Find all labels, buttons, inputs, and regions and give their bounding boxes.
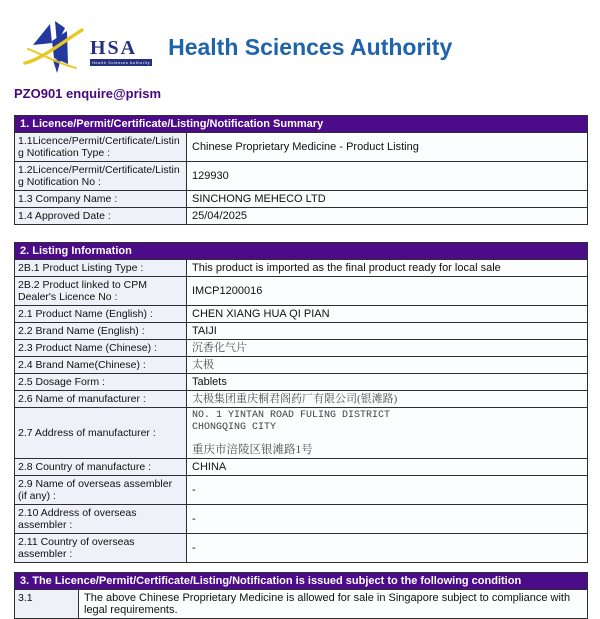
address-line-cn: 重庆市涪陵区银滩路1号 (192, 444, 313, 456)
field-label: 1.3 Company Name : (15, 191, 187, 208)
condition-text: The above Chinese Proprietary Medicine is allowed for sale in Singapore subject to compliance with legal requirements. (79, 590, 588, 619)
field-label: 2.8 Country of manufacture : (15, 459, 187, 476)
field-value: TAIJI (187, 323, 588, 340)
hsa-logo-tagline: Health Sciences Authority (92, 60, 151, 65)
field-label: 2.4 Brand Name(Chinese) : (15, 357, 187, 374)
hsa-masthead (0, 0, 600, 74)
section-3-title: 3. The Licence/Permit/Certificate/Listing/Notification is issued subject to the following condition (15, 573, 588, 590)
section-1-title: 1. Licence/Permit/Certificate/Listing/Notification Summary (15, 116, 588, 133)
section-1-header-row (15, 116, 588, 133)
field-value: 太极集团重庆桐君阁药厂有限公司(银滩路) (187, 391, 588, 408)
field-label: 1.2Licence/Permit/Certificate/Listing Notification No : (15, 162, 187, 191)
field-value: 沉香化气片 (187, 340, 588, 357)
table-row (15, 277, 588, 306)
section-2-title: 2. Listing Information (15, 243, 588, 260)
field-value: SINCHONG MEHECO LTD (187, 191, 588, 208)
table-row (15, 505, 588, 534)
field-label: 2B.1 Product Listing Type : (15, 260, 187, 277)
address-line-en-1: NO. 1 YINTAN ROAD FULING DISTRICT (192, 410, 391, 421)
table-row (15, 534, 588, 563)
field-value: 太极 (187, 357, 588, 374)
table-row (15, 391, 588, 408)
field-value: IMCP1200016 (187, 277, 588, 306)
hsa-logo-icon (24, 18, 88, 74)
section-2-header-row (15, 243, 588, 260)
field-value: CHEN XIANG HUA QI PIAN (187, 306, 588, 323)
field-value: Tablets (187, 374, 588, 391)
field-label: 2.7 Address of manufacturer : (15, 408, 187, 459)
table-row (15, 133, 588, 162)
table-row (15, 357, 588, 374)
field-value: - (187, 505, 588, 534)
page-code: PZO901 enquire@prism (14, 86, 162, 101)
section-3-header-row (15, 573, 588, 590)
field-label: 2.3 Product Name (Chinese) : (15, 340, 187, 357)
field-label: 1.1Licence/Permit/Certificate/Listing Notification Type : (15, 133, 187, 162)
hsa-logo-text (90, 38, 152, 66)
section-1-summary-table (14, 115, 588, 225)
table-row (15, 208, 588, 225)
table-row (15, 590, 588, 619)
table-row (15, 306, 588, 323)
field-value: This product is imported as the final product ready for local sale (187, 260, 588, 277)
address-blank-line (192, 434, 582, 444)
table-row (15, 162, 588, 191)
hsa-acronym: HSA (90, 37, 138, 59)
section-2-listing-table (14, 242, 588, 563)
field-value-address (187, 408, 588, 459)
address-line-en-2: CHONGQING CITY (192, 422, 277, 433)
table-row (15, 191, 588, 208)
field-label: 2.11 Country of overseas assembler : (15, 534, 187, 563)
table-row (15, 408, 588, 459)
field-label: 2B.2 Product linked to CPM Dealer's Licence No : (15, 277, 187, 306)
condition-number: 3.1 (15, 590, 79, 619)
field-label: 2.9 Name of overseas assembler (if any) : (15, 476, 187, 505)
field-value: Chinese Proprietary Medicine - Product Listing (187, 133, 588, 162)
org-title: Health Sciences Authority (168, 34, 453, 60)
field-value: - (187, 476, 588, 505)
table-row (15, 323, 588, 340)
field-value: 25/04/2025 (187, 208, 588, 225)
field-label: 1.4 Approved Date : (15, 208, 187, 225)
field-value: 129930 (187, 162, 588, 191)
table-row (15, 260, 588, 277)
table-row (15, 476, 588, 505)
table-row (15, 459, 588, 476)
table-row (15, 340, 588, 357)
field-label: 2.5 Dosage Form : (15, 374, 187, 391)
table-row (15, 374, 588, 391)
field-value: - (187, 534, 588, 563)
field-label: 2.2 Brand Name (English) : (15, 323, 187, 340)
field-label: 2.1 Product Name (English) : (15, 306, 187, 323)
field-label: 2.6 Name of manufacturer : (15, 391, 187, 408)
section-3-conditions-table (14, 572, 588, 619)
field-label: 2.10 Address of overseas assembler : (15, 505, 187, 534)
field-value: CHINA (187, 459, 588, 476)
